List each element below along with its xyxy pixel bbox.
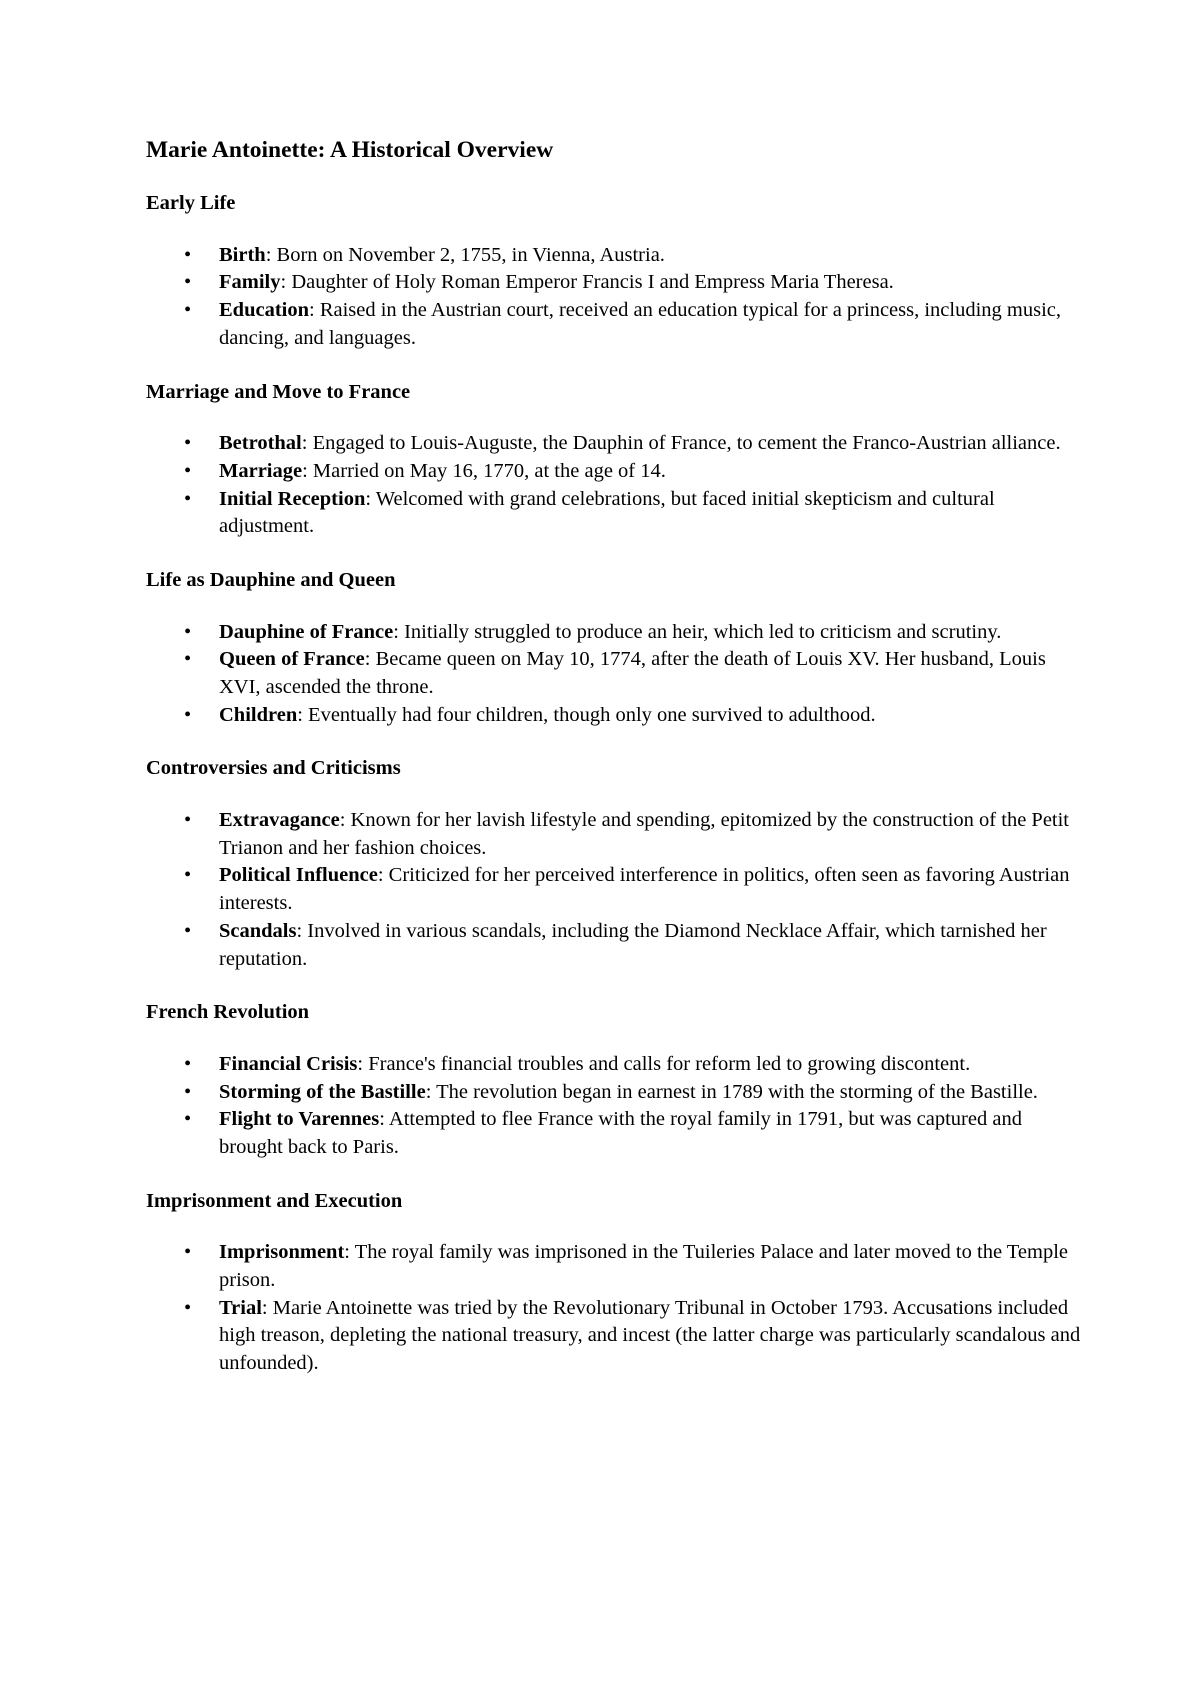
section-heading: Early Life bbox=[146, 192, 236, 215]
bullet-icon: • bbox=[184, 648, 192, 671]
bullet-term: Extravagance bbox=[219, 809, 340, 831]
bullet-text: : Engaged to Louis-Auguste, the Dauphin of France, to cement the Franco-Austrian alliance. bbox=[301, 432, 1061, 455]
bullet-list bbox=[146, 807, 1086, 973]
bullet-term: Queen of France bbox=[219, 648, 365, 671]
bullet-item bbox=[146, 862, 1086, 917]
section-heading: French Revolution bbox=[146, 1001, 310, 1024]
section bbox=[146, 1000, 1086, 1161]
bullet-icon: • bbox=[184, 271, 192, 294]
bullet-list bbox=[146, 242, 1086, 353]
section bbox=[146, 568, 1086, 729]
bullet-term: Education bbox=[219, 299, 309, 322]
section bbox=[146, 756, 1086, 973]
bullet-icon: • bbox=[184, 243, 192, 266]
bullet-text: : Daughter of Holy Roman Emperor Francis I and Empress Maria Theresa. bbox=[280, 271, 894, 294]
bullet-icon: • bbox=[184, 299, 192, 322]
bullet-text: : Eventually had four children, though only one survived to adulthood. bbox=[297, 703, 876, 726]
bullet-list bbox=[146, 1239, 1086, 1378]
bullet-term: Scandals bbox=[219, 919, 297, 942]
bullet-list bbox=[146, 1051, 1086, 1162]
bullet-text: : Criticized for her perceived interference in politics, often seen as favoring Austrian interests. bbox=[219, 864, 1070, 915]
section-heading: Controversies and Criticisms bbox=[146, 757, 401, 780]
bullet-item bbox=[146, 918, 1086, 973]
bullet-item bbox=[146, 1051, 1086, 1079]
bullet-icon: • bbox=[184, 620, 192, 643]
bullet-item bbox=[146, 430, 1086, 458]
document-title: Marie Antoinette: A Historical Overview bbox=[146, 137, 554, 163]
bullet-term: Dauphine of France bbox=[219, 620, 394, 643]
bullet-term: Initial Reception bbox=[219, 487, 366, 510]
bullet-icon: • bbox=[184, 1241, 192, 1264]
bullet-icon: • bbox=[184, 1108, 192, 1131]
bullet-list bbox=[146, 430, 1086, 541]
bullet-term: Political Influence bbox=[219, 864, 378, 887]
section bbox=[146, 191, 1086, 352]
bullet-item bbox=[146, 1295, 1086, 1378]
bullet-icon: • bbox=[184, 703, 192, 726]
bullet-item bbox=[146, 1239, 1086, 1294]
bullet-term: Imprisonment bbox=[219, 1241, 345, 1264]
bullet-icon: • bbox=[184, 864, 192, 887]
bullet-item bbox=[146, 242, 1086, 270]
bullet-text: : Known for her lavish lifestyle and spending, epitomized by the construction of the Petit Trianon and her fashion choices. bbox=[219, 809, 1070, 859]
bullet-item bbox=[146, 458, 1086, 486]
bullet-term: Betrothal bbox=[219, 432, 302, 455]
bullet-text: : The royal family was imprisoned in the Tuileries Palace and later moved to the Temple prison. bbox=[219, 1241, 1068, 1291]
bullet-item bbox=[146, 807, 1086, 862]
bullet-item bbox=[146, 646, 1086, 701]
bullet-term: Trial bbox=[219, 1296, 262, 1319]
bullet-text: : Became queen on May 10, 1774, after the death of Louis XV. Her husband, Louis XVI, ascended the throne. bbox=[219, 648, 1046, 698]
bullet-term: Financial Crisis bbox=[219, 1052, 358, 1075]
bullet-item bbox=[146, 1106, 1086, 1161]
bullet-item bbox=[146, 269, 1086, 297]
bullet-text: : Raised in the Austrian court, received an education typical for a princess, including music, dancing, and languages. bbox=[219, 299, 1062, 349]
bullet-item bbox=[146, 1079, 1086, 1107]
bullet-term: Children bbox=[219, 703, 298, 726]
bullet-icon: • bbox=[184, 432, 192, 455]
bullet-term: Birth bbox=[219, 243, 266, 266]
bullet-text: : Involved in various scandals, including the Diamond Necklace Affair, which tarnished her reputation. bbox=[219, 919, 1047, 970]
bullet-text: : Marie Antoinette was tried by the Revolutionary Tribunal in October 1793. Accusations included high treason, depleting the national treasury, and incest (the latter charge was particularly scandalous and unfounded). bbox=[219, 1296, 1081, 1375]
document-body bbox=[146, 191, 1086, 1378]
bullet-term: Storming of the Bastille bbox=[219, 1080, 426, 1103]
bullet-term: Flight to Varennes bbox=[219, 1108, 380, 1131]
section-heading: Life as Dauphine and Queen bbox=[146, 569, 396, 591]
bullet-icon: • bbox=[184, 1296, 192, 1319]
bullet-icon: • bbox=[184, 487, 192, 510]
bullet-item bbox=[146, 702, 1086, 730]
bullet-text: : Married on May 16, 1770, at the age of 14. bbox=[302, 459, 666, 482]
document-page bbox=[146, 136, 1086, 1378]
bullet-item bbox=[146, 297, 1086, 352]
bullet-icon: • bbox=[184, 1052, 192, 1075]
bullet-text: : France's financial troubles and calls for reform led to growing discontent. bbox=[357, 1052, 971, 1075]
bullet-term: Marriage bbox=[219, 459, 303, 482]
section bbox=[146, 1189, 1086, 1378]
bullet-term: Family bbox=[219, 271, 281, 294]
bullet-text: : The revolution began in earnest in 1789 with the storming of the Bastille. bbox=[425, 1080, 1038, 1103]
bullet-item bbox=[146, 486, 1086, 541]
bullet-icon: • bbox=[184, 459, 192, 482]
bullet-item bbox=[146, 619, 1086, 647]
bullet-text: : Initially struggled to produce an heir, which led to criticism and scrutiny. bbox=[393, 620, 1002, 643]
bullet-icon: • bbox=[184, 919, 192, 942]
bullet-text: : Attempted to flee France with the royal family in 1791, but was captured and brought back to Paris. bbox=[219, 1108, 1022, 1158]
section-heading: Marriage and Move to France bbox=[146, 380, 411, 403]
bullet-icon: • bbox=[184, 809, 192, 831]
bullet-list bbox=[146, 619, 1086, 730]
section-heading: Imprisonment and Execution bbox=[146, 1189, 403, 1212]
bullet-icon: • bbox=[184, 1080, 192, 1103]
bullet-text: : Welcomed with grand celebrations, but faced initial skepticism and cultural adjustment. bbox=[219, 487, 995, 538]
bullet-text: : Born on November 2, 1755, in Vienna, Austria. bbox=[265, 243, 665, 266]
section bbox=[146, 380, 1086, 541]
